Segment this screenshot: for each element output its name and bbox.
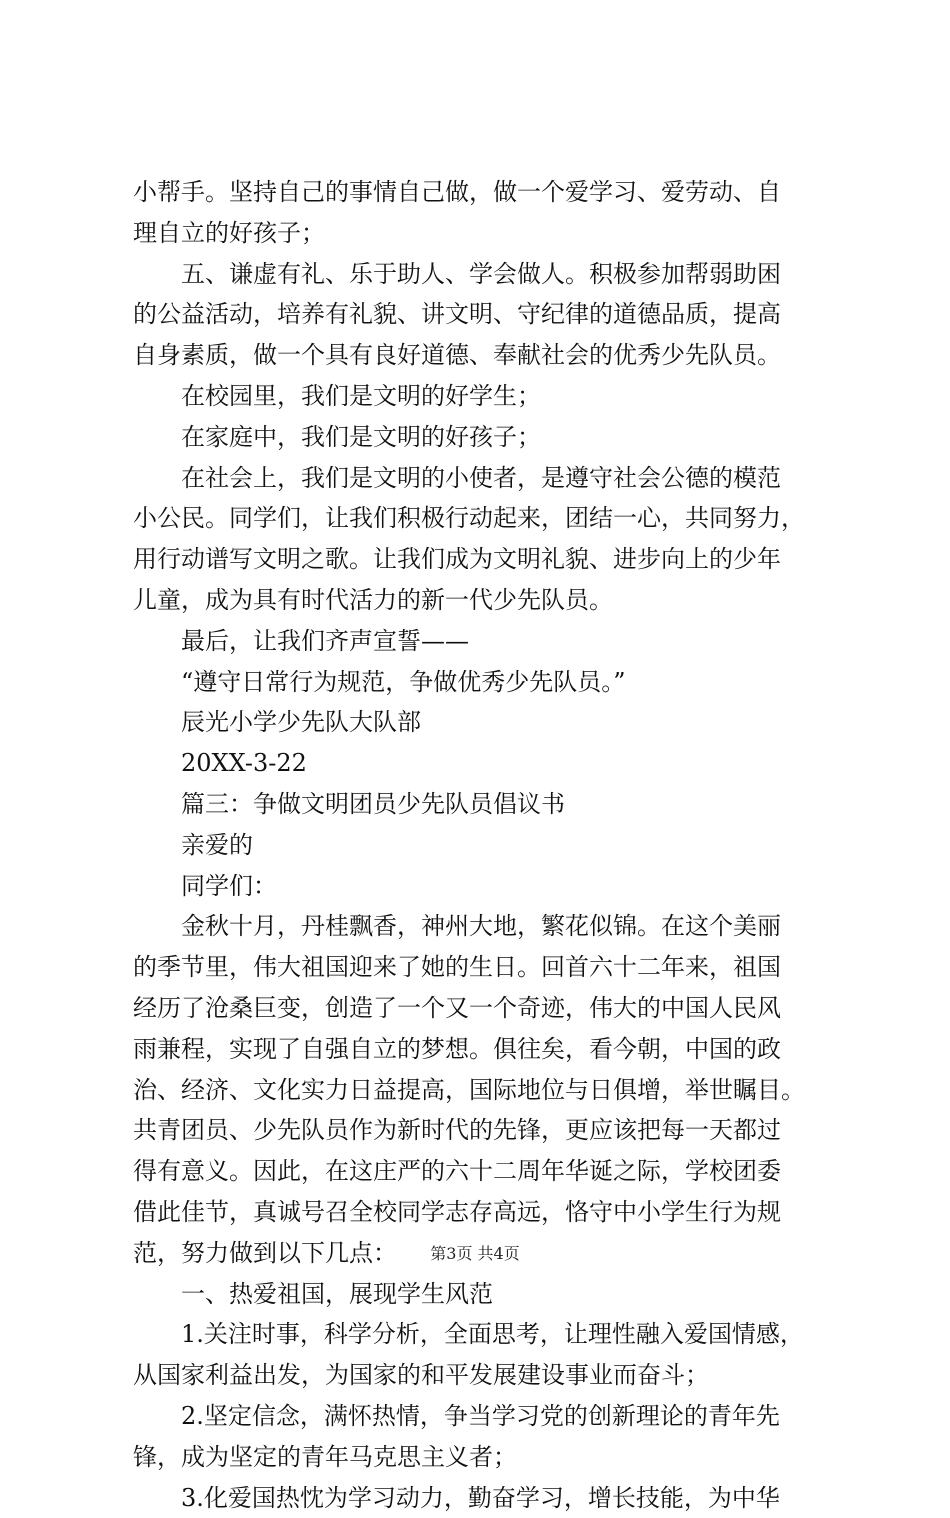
text-line: 在社会上，我们是文明的小使者，是遵守社会公德的模范 [133, 458, 833, 499]
text-line: “遵守日常行为规范，争做优秀少先队员。” [133, 662, 833, 703]
text-line: 锋，成为坚定的青年马克思主义者； [133, 1437, 833, 1478]
text-line: 儿童，成为具有时代活力的新一代少先队员。 [133, 580, 833, 621]
text-line: 自身素质，做一个具有良好道德、奉献社会的优秀少先队员。 [133, 335, 833, 376]
text-line: 2.坚定信念，满怀热情，争当学习党的创新理论的青年先 [133, 1396, 833, 1437]
text-line: 雨兼程，实现了自强自立的梦想。俱往矣，看今朝，中国的政 [133, 1029, 833, 1070]
text-line: 辰光小学少先队大队部 [133, 702, 833, 743]
text-line: 篇三：争做文明团员少先队员倡议书 [133, 784, 833, 825]
text-line: 的季节里，伟大祖国迎来了她的生日。回首六十二年来，祖国 [133, 947, 833, 988]
document-body [133, 172, 833, 1518]
text-line: 最后，让我们齐声宣誓—— [133, 621, 833, 662]
text-line: 理自立的好孩子； [133, 213, 833, 254]
page-footer: 第3页 共4页 [0, 1243, 950, 1265]
text-line: 20XX-3-22 [133, 743, 833, 784]
text-line: 小公民。同学们，让我们积极行动起来，团结一心，共同努力， [133, 498, 833, 539]
text-line: 共青团员、少先队员作为新时代的先锋，更应该把每一天都过 [133, 1110, 833, 1151]
text-line: 从国家利益出发，为国家的和平发展建设事业而奋斗； [133, 1355, 833, 1396]
text-line: 范，努力做到以下几点： [133, 1233, 833, 1274]
text-line: 在家庭中，我们是文明的好孩子； [133, 417, 833, 458]
text-line: 金秋十月，丹桂飘香，神州大地，繁花似锦。在这个美丽 [133, 906, 833, 947]
text-line: 同学们： [133, 866, 833, 907]
text-line: 经历了沧桑巨变，创造了一个又一个奇迹，伟大的中国人民风 [133, 988, 833, 1029]
text-line: 在校园里，我们是文明的好学生； [133, 376, 833, 417]
text-line: 五、谦虚有礼、乐于助人、学会做人。积极参加帮弱助困 [133, 254, 833, 295]
text-line: 借此佳节，真诚号召全校同学志存高远，恪守中小学生行为规 [133, 1192, 833, 1233]
text-line: 的公益活动，培养有礼貌、讲文明、守纪律的道德品质，提高 [133, 294, 833, 335]
text-line: 3.化爱国热忱为学习动力，勤奋学习，增长技能，为中华 [133, 1478, 833, 1518]
text-line: 治、经济、文化实力日益提高，国际地位与日俱增，举世瞩目。 [133, 1070, 833, 1111]
text-line: 小帮手。坚持自己的事情自己做，做一个爱学习、爱劳动、自 [133, 172, 833, 213]
text-line: 得有意义。因此，在这庄严的六十二周年华诞之际，学校团委 [133, 1151, 833, 1192]
text-line: 亲爱的 [133, 825, 833, 866]
text-line: 一、热爱祖国，展现学生风范 [133, 1274, 833, 1315]
text-line: 1.关注时事，科学分析，全面思考，让理性融入爱国情感， [133, 1314, 833, 1355]
text-line: 用行动谱写文明之歌。让我们成为文明礼貌、进步向上的少年 [133, 539, 833, 580]
